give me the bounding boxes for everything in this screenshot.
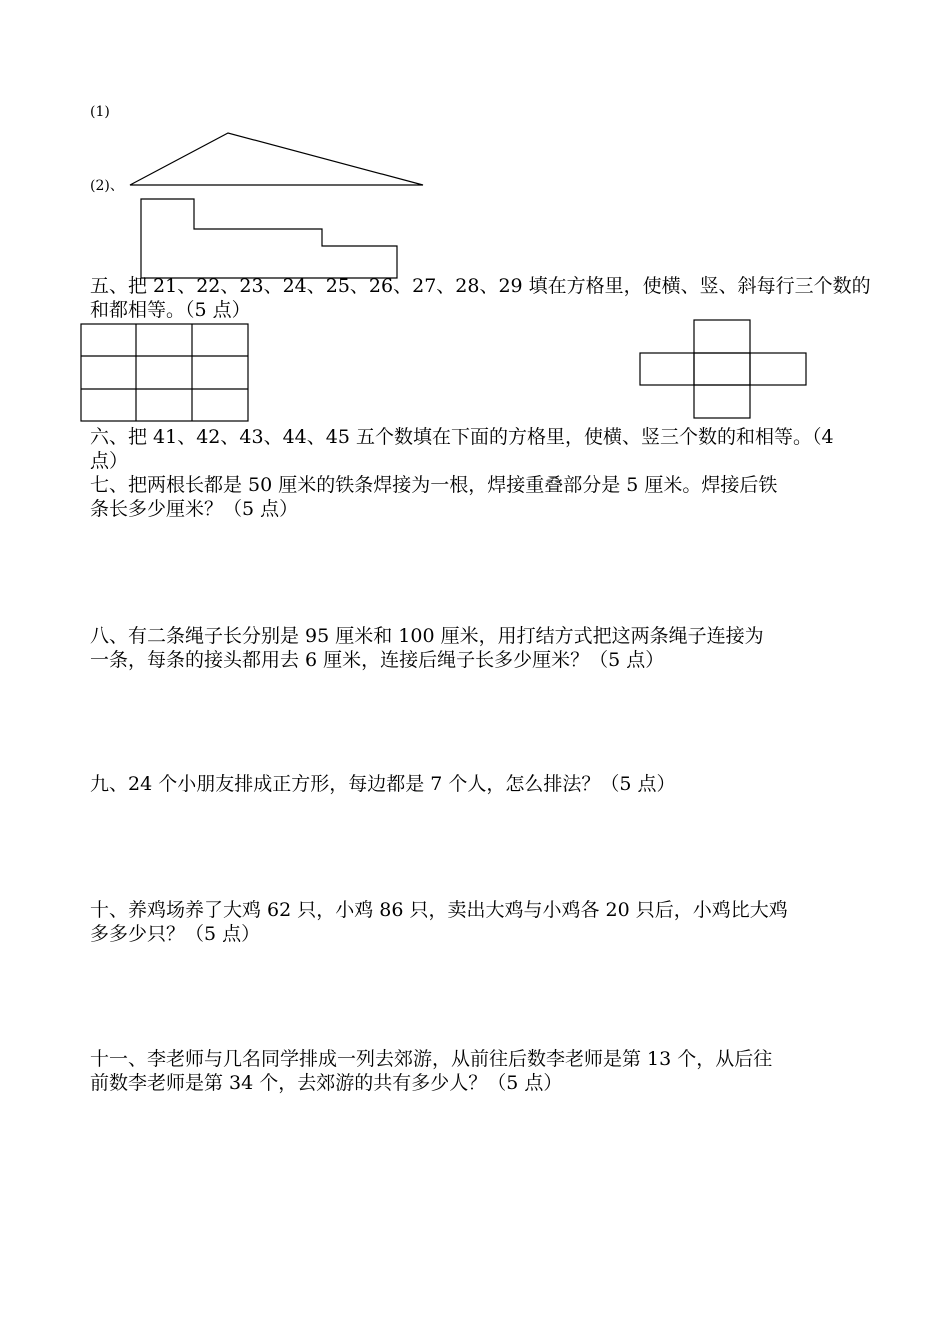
question-11: [90, 1047, 772, 1095]
question-7-line-2: 条长多少厘米？（5 点）: [90, 498, 299, 520]
question-10-line-2: 多多少只？（5 点）: [90, 923, 261, 945]
question-9: [90, 772, 676, 796]
question-6: [90, 425, 834, 473]
triangle-figure: [130, 133, 423, 185]
figure-1-label: (1): [90, 104, 110, 120]
question-11-line-1: 十一、李老师与几名同学排成一列去郊游，从前往后数李老师是第 13 个，从后往: [90, 1048, 773, 1070]
question-5-line-2: 和都相等。（5 点）: [90, 299, 251, 321]
question-6-line-2: 点）: [90, 450, 129, 472]
question-10: [90, 898, 788, 946]
question-6-line-1: 六、把 41、42、43、44、45 五个数填在下面的方格里，使横、竖三个数的和相等。（4: [90, 426, 834, 448]
question-8-line-2: 一条，每条的接头都用去 6 厘米，连接后绳子长多少厘米？（5 点）: [90, 649, 665, 671]
question-8: [90, 624, 764, 672]
question-5: [90, 274, 871, 322]
magic-square-grid: [81, 324, 248, 421]
question-8-line-1: 八、有二条绳子长分别是 95 厘米和 100 厘米，用打结方式把这两条绳子连接为: [90, 625, 764, 647]
question-11-line-2: 前数李老师是第 34 个，去郊游的共有多少人？（5 点）: [90, 1072, 563, 1094]
question-5-line-1: 五、把 21、22、23、24、25、26、27、28、29 填在方格里，使横、竖、斜每行三个数的: [90, 275, 871, 297]
figure-2-label: (2)、: [90, 178, 124, 194]
question-9-line-1: 九、24 个小朋友排成正方形，每边都是 7 个人，怎么排法？（5 点）: [90, 773, 676, 795]
question-7-line-1: 七、把两根长都是 50 厘米的铁条焊接为一根，焊接重叠部分是 5 厘米。焊接后铁: [90, 474, 778, 496]
staircase-figure: [141, 199, 397, 278]
question-10-line-1: 十、养鸡场养了大鸡 62 只，小鸡 86 只，卖出大鸡与小鸡各 20 只后，小鸡比大鸡: [90, 899, 788, 921]
cross-grid: [640, 320, 806, 418]
question-7: [90, 473, 777, 521]
